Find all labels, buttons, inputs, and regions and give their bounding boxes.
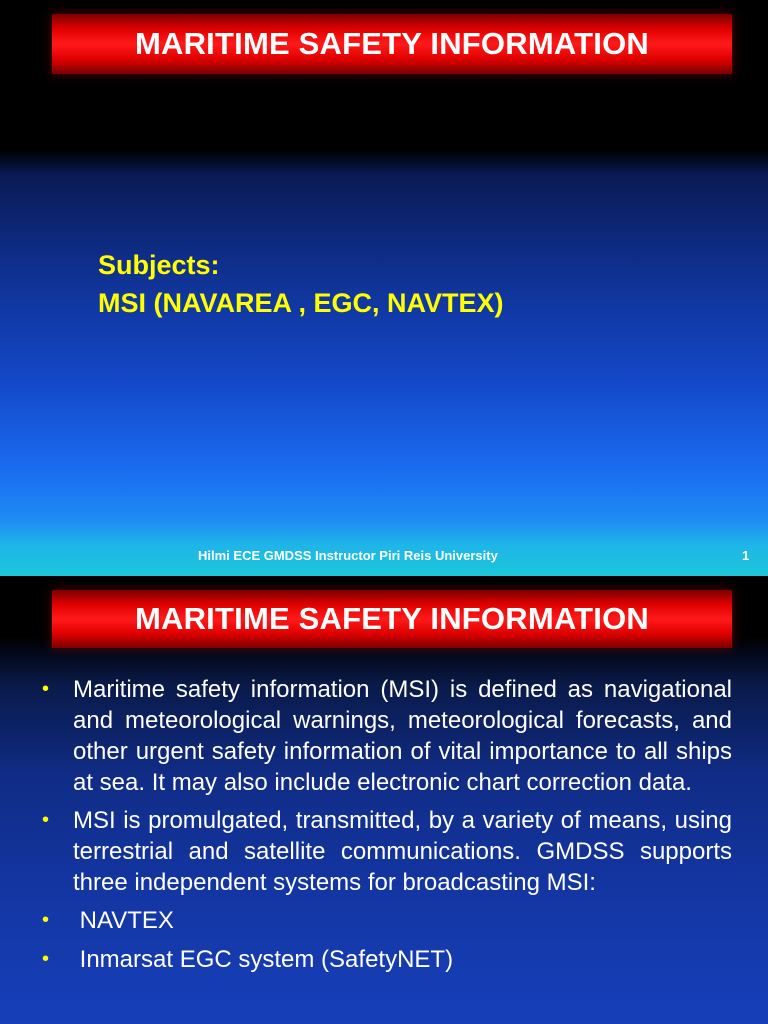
list-item [42, 944, 732, 975]
slide-title: MARITIME SAFETY INFORMATION [134, 601, 649, 636]
bullet-icon: • [42, 809, 50, 831]
bullet-text: MSI is promulgated, transmitted, by a variety of means, using terrestrial and satellite communications. GMDSS supports three independent systems for broadcasting MSI: [73, 807, 732, 896]
bullet-icon: • [42, 948, 50, 970]
title-bar [52, 590, 732, 648]
slide-title: MARITIME SAFETY INFORMATION [134, 26, 649, 61]
bullet-text: Maritime safety information (MSI) is defined as navigational and meteorological warnings, meteorological forecasts, and other urgent safety information of vital importance to all ships at sea. It may also include electronic chart correction data. [73, 676, 732, 796]
bullet-icon: • [42, 909, 50, 931]
list-item [42, 674, 732, 798]
footer-text: Hilmi ECE GMDSS Instructor Piri Reis University [198, 548, 498, 563]
slide-2 [0, 576, 768, 1024]
bullet-text: NAVTEX [73, 907, 174, 934]
subjects-line: MSI (NAVAREA , EGC, NAVTEX) [98, 288, 504, 318]
bullet-text: Inmarsat EGC system (SafetyNET) [73, 946, 454, 973]
bullet-list [42, 674, 732, 983]
title-bar [52, 14, 732, 74]
subjects-heading: Subjects: [98, 250, 220, 280]
list-item [42, 805, 732, 898]
list-item [42, 905, 732, 936]
bullet-icon: • [42, 678, 50, 700]
page-number: 1 [742, 548, 750, 563]
slide-footer [0, 546, 768, 568]
subjects-block [98, 246, 504, 322]
